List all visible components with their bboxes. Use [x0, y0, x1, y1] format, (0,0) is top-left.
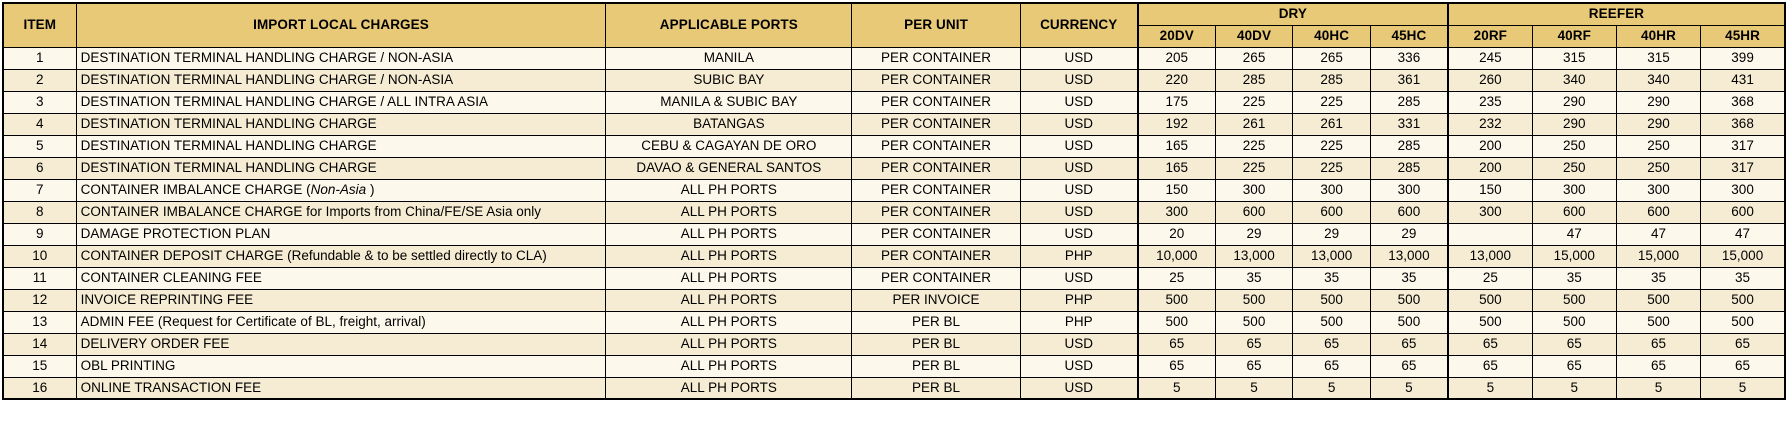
cell-dry-40dv: 285	[1215, 69, 1293, 91]
cell-dry-40dv: 65	[1215, 355, 1293, 377]
cell-unit: PER CONTAINER	[852, 157, 1020, 179]
cell-dry-20dv: 150	[1138, 179, 1216, 201]
cell-unit: PER INVOICE	[852, 289, 1020, 311]
cell-dry-45hc: 285	[1370, 157, 1448, 179]
cell-reefer-20rf: 25	[1448, 267, 1532, 289]
cell-currency: PHP	[1020, 311, 1137, 333]
cell-reefer-45hr: 431	[1701, 69, 1785, 91]
cell-reefer-45hr: 399	[1701, 47, 1785, 69]
cell-currency: USD	[1020, 179, 1137, 201]
cell-dry-40dv: 225	[1215, 135, 1293, 157]
cell-reefer-40rf: 290	[1532, 91, 1616, 113]
cell-description: CONTAINER IMBALANCE CHARGE for Imports from China/FE/SE Asia only	[76, 201, 606, 223]
col-header-ports: APPLICABLE PORTS	[606, 3, 852, 47]
cell-reefer-20rf: 500	[1448, 289, 1532, 311]
cell-currency: USD	[1020, 157, 1137, 179]
table-header	[3, 3, 1785, 47]
cell-port: MANILA	[606, 47, 852, 69]
cell-dry-40hc: 5	[1293, 377, 1371, 399]
col-header-per-unit: PER UNIT	[852, 3, 1020, 47]
cell-description: DESTINATION TERMINAL HANDLING CHARGE	[76, 135, 606, 157]
cell-dry-40dv: 300	[1215, 179, 1293, 201]
cell-description: DESTINATION TERMINAL HANDLING CHARGE / ALL INTRA ASIA	[76, 91, 606, 113]
cell-description: INVOICE REPRINTING FEE	[76, 289, 606, 311]
cell-description: DESTINATION TERMINAL HANDLING CHARGE	[76, 113, 606, 135]
table-row	[3, 91, 1785, 113]
cell-description: ONLINE TRANSACTION FEE	[76, 377, 606, 399]
cell-reefer-40hr: 65	[1616, 333, 1700, 355]
cell-description: DESTINATION TERMINAL HANDLING CHARGE / NON-ASIA	[76, 69, 606, 91]
cell-dry-40hc: 225	[1293, 135, 1371, 157]
cell-description: CONTAINER CLEANING FEE	[76, 267, 606, 289]
cell-currency: PHP	[1020, 289, 1137, 311]
cell-dry-45hc: 600	[1370, 201, 1448, 223]
cell-reefer-20rf: 5	[1448, 377, 1532, 399]
cell-item: 5	[3, 135, 76, 157]
cell-dry-40hc: 265	[1293, 47, 1371, 69]
cell-item: 12	[3, 289, 76, 311]
cell-dry-40dv: 13,000	[1215, 245, 1293, 267]
cell-unit: PER CONTAINER	[852, 245, 1020, 267]
cell-description: ADMIN FEE (Request for Certificate of BL, freight, arrival)	[76, 311, 606, 333]
cell-dry-20dv: 165	[1138, 135, 1216, 157]
cell-port: CEBU & CAGAYAN DE ORO	[606, 135, 852, 157]
cell-reefer-40hr: 15,000	[1616, 245, 1700, 267]
cell-dry-40dv: 225	[1215, 91, 1293, 113]
cell-dry-45hc: 500	[1370, 289, 1448, 311]
cell-reefer-20rf: 150	[1448, 179, 1532, 201]
cell-dry-45hc: 300	[1370, 179, 1448, 201]
cell-reefer-20rf: 245	[1448, 47, 1532, 69]
cell-item: 9	[3, 223, 76, 245]
cell-unit: PER CONTAINER	[852, 179, 1020, 201]
col-header-currency: CURRENCY	[1020, 3, 1137, 47]
cell-reefer-40rf: 500	[1532, 311, 1616, 333]
col-header-45hc: 45HC	[1370, 25, 1448, 47]
cell-unit: PER CONTAINER	[852, 113, 1020, 135]
cell-dry-40hc: 261	[1293, 113, 1371, 135]
col-header-20dv: 20DV	[1138, 25, 1216, 47]
cell-dry-20dv: 65	[1138, 333, 1216, 355]
cell-reefer-40rf: 15,000	[1532, 245, 1616, 267]
cell-dry-45hc: 285	[1370, 135, 1448, 157]
cell-dry-40hc: 600	[1293, 201, 1371, 223]
cell-reefer-45hr: 47	[1701, 223, 1785, 245]
table-row	[3, 135, 1785, 157]
cell-reefer-45hr: 500	[1701, 311, 1785, 333]
cell-reefer-45hr: 368	[1701, 113, 1785, 135]
cell-unit: PER CONTAINER	[852, 201, 1020, 223]
cell-dry-45hc: 35	[1370, 267, 1448, 289]
col-header-20rf: 20RF	[1448, 25, 1532, 47]
table-row	[3, 289, 1785, 311]
cell-dry-40dv: 5	[1215, 377, 1293, 399]
cell-reefer-40hr: 5	[1616, 377, 1700, 399]
cell-port: ALL PH PORTS	[606, 355, 852, 377]
cell-reefer-45hr: 15,000	[1701, 245, 1785, 267]
cell-item: 2	[3, 69, 76, 91]
table-row	[3, 311, 1785, 333]
col-header-40dv: 40DV	[1215, 25, 1293, 47]
cell-item: 6	[3, 157, 76, 179]
table-row	[3, 355, 1785, 377]
cell-reefer-40rf: 250	[1532, 157, 1616, 179]
cell-reefer-40rf: 315	[1532, 47, 1616, 69]
cell-reefer-40rf: 300	[1532, 179, 1616, 201]
cell-reefer-20rf: 500	[1448, 311, 1532, 333]
cell-reefer-40hr: 35	[1616, 267, 1700, 289]
description-emphasis: Non-Asia	[310, 181, 367, 197]
cell-item: 7	[3, 179, 76, 201]
cell-reefer-40hr: 290	[1616, 91, 1700, 113]
table-row	[3, 69, 1785, 91]
cell-dry-40dv: 35	[1215, 267, 1293, 289]
cell-unit: PER CONTAINER	[852, 135, 1020, 157]
cell-dry-40hc: 13,000	[1293, 245, 1371, 267]
cell-dry-20dv: 20	[1138, 223, 1216, 245]
cell-port: ALL PH PORTS	[606, 333, 852, 355]
cell-reefer-45hr: 300	[1701, 179, 1785, 201]
cell-dry-40dv: 261	[1215, 113, 1293, 135]
cell-unit: PER CONTAINER	[852, 47, 1020, 69]
cell-dry-45hc: 336	[1370, 47, 1448, 69]
cell-description: DAMAGE PROTECTION PLAN	[76, 223, 606, 245]
cell-dry-45hc: 65	[1370, 355, 1448, 377]
cell-reefer-40hr: 47	[1616, 223, 1700, 245]
cell-dry-40hc: 65	[1293, 355, 1371, 377]
cell-dry-45hc: 5	[1370, 377, 1448, 399]
cell-reefer-20rf	[1448, 223, 1532, 245]
table-body	[3, 47, 1785, 399]
cell-reefer-40rf: 65	[1532, 333, 1616, 355]
cell-dry-45hc: 331	[1370, 113, 1448, 135]
table-row	[3, 113, 1785, 135]
cell-dry-20dv: 175	[1138, 91, 1216, 113]
cell-reefer-40rf: 35	[1532, 267, 1616, 289]
col-header-45hr: 45HR	[1701, 25, 1785, 47]
cell-description: DELIVERY ORDER FEE	[76, 333, 606, 355]
table-row	[3, 267, 1785, 289]
cell-currency: USD	[1020, 355, 1137, 377]
col-header-item: ITEM	[3, 3, 76, 47]
cell-unit: PER CONTAINER	[852, 91, 1020, 113]
cell-reefer-20rf: 200	[1448, 135, 1532, 157]
cell-reefer-40rf: 600	[1532, 201, 1616, 223]
cell-dry-40hc: 285	[1293, 69, 1371, 91]
table-row	[3, 377, 1785, 399]
cell-item: 13	[3, 311, 76, 333]
cell-port: ALL PH PORTS	[606, 245, 852, 267]
cell-currency: USD	[1020, 223, 1137, 245]
cell-reefer-45hr: 35	[1701, 267, 1785, 289]
col-header-40hr: 40HR	[1616, 25, 1700, 47]
cell-item: 15	[3, 355, 76, 377]
cell-reefer-40hr: 500	[1616, 311, 1700, 333]
cell-dry-45hc: 13,000	[1370, 245, 1448, 267]
table-row	[3, 333, 1785, 355]
cell-dry-40hc: 29	[1293, 223, 1371, 245]
cell-currency: USD	[1020, 47, 1137, 69]
cell-dry-40hc: 300	[1293, 179, 1371, 201]
cell-dry-40hc: 225	[1293, 157, 1371, 179]
cell-port: ALL PH PORTS	[606, 223, 852, 245]
cell-reefer-20rf: 260	[1448, 69, 1532, 91]
cell-reefer-45hr: 500	[1701, 289, 1785, 311]
cell-reefer-40hr: 315	[1616, 47, 1700, 69]
cell-reefer-40hr: 500	[1616, 289, 1700, 311]
cell-dry-40hc: 225	[1293, 91, 1371, 113]
cell-dry-20dv: 500	[1138, 311, 1216, 333]
cell-item: 3	[3, 91, 76, 113]
cell-dry-20dv: 300	[1138, 201, 1216, 223]
cell-currency: USD	[1020, 377, 1137, 399]
cell-reefer-40rf: 340	[1532, 69, 1616, 91]
cell-dry-45hc: 29	[1370, 223, 1448, 245]
header-row-groups	[3, 3, 1785, 25]
cell-dry-20dv: 192	[1138, 113, 1216, 135]
cell-reefer-40rf: 47	[1532, 223, 1616, 245]
cell-port: ALL PH PORTS	[606, 201, 852, 223]
col-header-40hc: 40HC	[1293, 25, 1371, 47]
cell-port: ALL PH PORTS	[606, 377, 852, 399]
cell-dry-40dv: 65	[1215, 333, 1293, 355]
cell-port: ALL PH PORTS	[606, 289, 852, 311]
cell-item: 4	[3, 113, 76, 135]
cell-unit: PER BL	[852, 355, 1020, 377]
cell-reefer-40rf: 250	[1532, 135, 1616, 157]
cell-port: DAVAO & GENERAL SANTOS	[606, 157, 852, 179]
cell-dry-20dv: 165	[1138, 157, 1216, 179]
cell-unit: PER CONTAINER	[852, 223, 1020, 245]
cell-reefer-40rf: 5	[1532, 377, 1616, 399]
col-group-reefer: REEFER	[1448, 3, 1785, 25]
cell-dry-40hc: 35	[1293, 267, 1371, 289]
cell-port: ALL PH PORTS	[606, 311, 852, 333]
cell-description: OBL PRINTING	[76, 355, 606, 377]
cell-unit: PER CONTAINER	[852, 69, 1020, 91]
cell-reefer-40hr: 250	[1616, 135, 1700, 157]
cell-item: 1	[3, 47, 76, 69]
cell-dry-40hc: 500	[1293, 289, 1371, 311]
cell-dry-40dv: 500	[1215, 289, 1293, 311]
cell-reefer-20rf: 300	[1448, 201, 1532, 223]
cell-dry-45hc: 361	[1370, 69, 1448, 91]
cell-port: BATANGAS	[606, 113, 852, 135]
cell-reefer-20rf: 235	[1448, 91, 1532, 113]
cell-dry-40hc: 500	[1293, 311, 1371, 333]
cell-description: DESTINATION TERMINAL HANDLING CHARGE / NON-ASIA	[76, 47, 606, 69]
cell-dry-20dv: 205	[1138, 47, 1216, 69]
cell-item: 11	[3, 267, 76, 289]
cell-port: ALL PH PORTS	[606, 179, 852, 201]
cell-dry-20dv: 65	[1138, 355, 1216, 377]
cell-reefer-20rf: 13,000	[1448, 245, 1532, 267]
table-row	[3, 157, 1785, 179]
cell-currency: USD	[1020, 201, 1137, 223]
cell-reefer-45hr: 65	[1701, 355, 1785, 377]
cell-reefer-45hr: 368	[1701, 91, 1785, 113]
cell-reefer-20rf: 65	[1448, 333, 1532, 355]
cell-reefer-40rf: 290	[1532, 113, 1616, 135]
cell-unit: PER BL	[852, 377, 1020, 399]
cell-dry-45hc: 500	[1370, 311, 1448, 333]
cell-reefer-40hr: 300	[1616, 179, 1700, 201]
cell-reefer-40hr: 340	[1616, 69, 1700, 91]
cell-reefer-40rf: 500	[1532, 289, 1616, 311]
cell-dry-40dv: 600	[1215, 201, 1293, 223]
cell-reefer-45hr: 317	[1701, 135, 1785, 157]
cell-currency: USD	[1020, 69, 1137, 91]
cell-unit: PER BL	[852, 311, 1020, 333]
cell-reefer-40hr: 250	[1616, 157, 1700, 179]
cell-port: MANILA & SUBIC BAY	[606, 91, 852, 113]
cell-description: CONTAINER DEPOSIT CHARGE (Refundable & to be settled directly to CLA)	[76, 245, 606, 267]
table-row	[3, 223, 1785, 245]
cell-reefer-40hr: 600	[1616, 201, 1700, 223]
cell-dry-20dv: 5	[1138, 377, 1216, 399]
cell-currency: USD	[1020, 91, 1137, 113]
cell-description: CONTAINER IMBALANCE CHARGE (Non-Asia )	[76, 179, 606, 201]
cell-currency: PHP	[1020, 245, 1137, 267]
cell-item: 16	[3, 377, 76, 399]
table-row	[3, 245, 1785, 267]
cell-unit: PER CONTAINER	[852, 267, 1020, 289]
cell-reefer-20rf: 232	[1448, 113, 1532, 135]
cell-currency: USD	[1020, 267, 1137, 289]
cell-item: 14	[3, 333, 76, 355]
cell-reefer-45hr: 600	[1701, 201, 1785, 223]
cell-reefer-20rf: 65	[1448, 355, 1532, 377]
table-row	[3, 179, 1785, 201]
table-row	[3, 201, 1785, 223]
cell-port: ALL PH PORTS	[606, 267, 852, 289]
cell-dry-40dv: 29	[1215, 223, 1293, 245]
col-group-dry: DRY	[1138, 3, 1448, 25]
table-row	[3, 47, 1785, 69]
cell-reefer-40rf: 65	[1532, 355, 1616, 377]
import-local-charges-table	[2, 2, 1786, 400]
cell-dry-20dv: 25	[1138, 267, 1216, 289]
cell-dry-20dv: 220	[1138, 69, 1216, 91]
cell-item: 10	[3, 245, 76, 267]
cell-dry-20dv: 10,000	[1138, 245, 1216, 267]
cell-description: DESTINATION TERMINAL HANDLING CHARGE	[76, 157, 606, 179]
cell-item: 8	[3, 201, 76, 223]
cell-dry-45hc: 65	[1370, 333, 1448, 355]
col-header-40rf: 40RF	[1532, 25, 1616, 47]
cell-port: SUBIC BAY	[606, 69, 852, 91]
cell-dry-40dv: 500	[1215, 311, 1293, 333]
cell-reefer-40hr: 65	[1616, 355, 1700, 377]
cell-unit: PER BL	[852, 333, 1020, 355]
cell-currency: USD	[1020, 333, 1137, 355]
cell-currency: USD	[1020, 135, 1137, 157]
cell-dry-20dv: 500	[1138, 289, 1216, 311]
cell-dry-45hc: 285	[1370, 91, 1448, 113]
col-header-description: IMPORT LOCAL CHARGES	[76, 3, 606, 47]
cell-dry-40dv: 265	[1215, 47, 1293, 69]
cell-dry-40hc: 65	[1293, 333, 1371, 355]
cell-reefer-40hr: 290	[1616, 113, 1700, 135]
cell-reefer-20rf: 200	[1448, 157, 1532, 179]
cell-reefer-45hr: 317	[1701, 157, 1785, 179]
cell-dry-40dv: 225	[1215, 157, 1293, 179]
cell-reefer-45hr: 65	[1701, 333, 1785, 355]
cell-reefer-45hr: 5	[1701, 377, 1785, 399]
cell-currency: USD	[1020, 113, 1137, 135]
